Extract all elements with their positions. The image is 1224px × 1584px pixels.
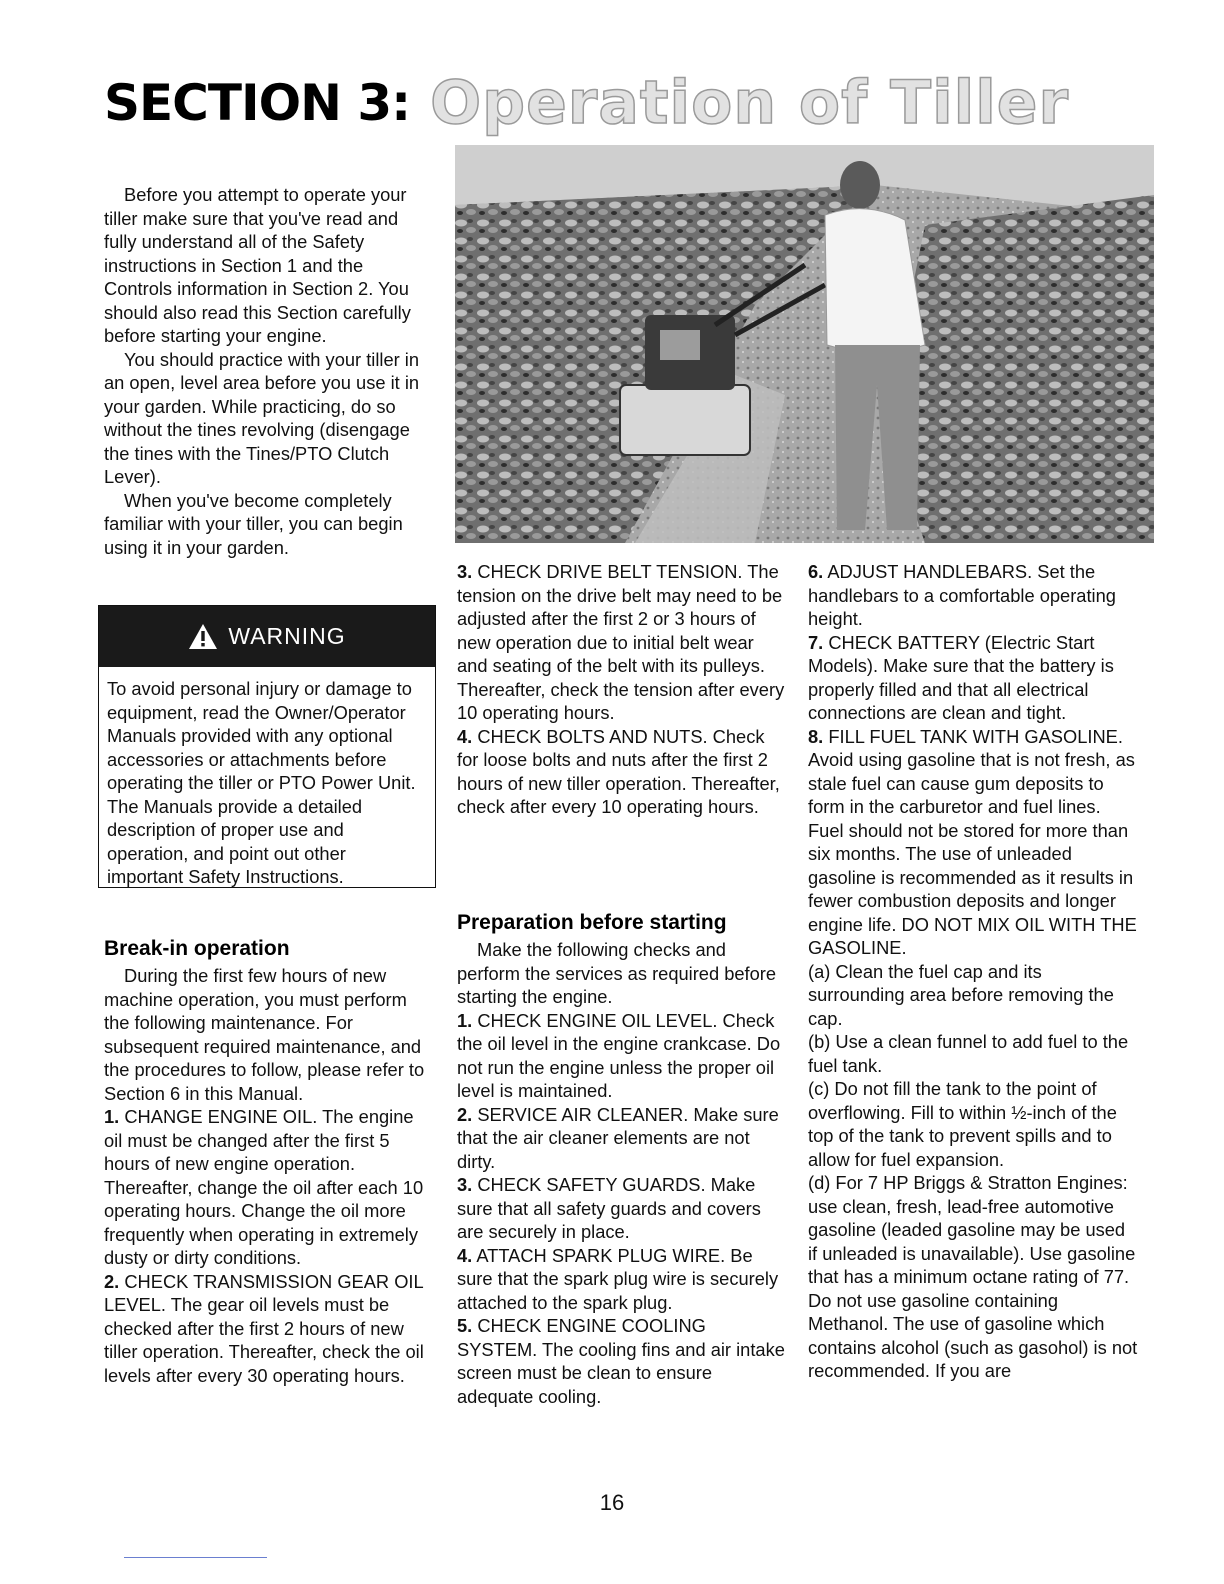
prep-item xyxy=(808,725,1138,960)
item-text: CHECK DRIVE BELT TENSION. The tension on the drive belt may need to be adjusted after the first 2 or 3 hours of new operation due to initial belt wear and seating of the belt with its pulleys. Thereafter, check the tension after every 10 operating hours. xyxy=(457,561,785,723)
footer-rule xyxy=(124,1557,267,1558)
item-number: 4. xyxy=(457,725,473,747)
break-in-item xyxy=(457,725,787,819)
item-number: 1. xyxy=(457,1009,473,1031)
warning-text: To avoid personal injury or damage to equipment, read the Owner/Operator Manuals provided with any optional accessories or attachments before operating the tiller or PTO Power Unit. The Manuals provide a detailed description of proper use and operation, and point out other important Safety Instructions. xyxy=(107,678,416,887)
column-two-items xyxy=(457,560,787,819)
fuel-subitem: (a) Clean the fuel cap and its surrounding area before removing the cap. xyxy=(808,960,1114,1029)
prep-item xyxy=(457,1173,787,1244)
item-number: 8. xyxy=(808,725,824,747)
fuel-subitem: (b) Use a clean funnel to add fuel to the fuel tank. xyxy=(808,1031,1129,1076)
page-number: 16 xyxy=(599,1490,625,1515)
intro-paragraph: You should practice with your tiller in an open, level area before you use it in your garden. While practicing, do so without the tines revolving (disengage the tines with the Tines/PTO Clutch Lever). xyxy=(104,348,420,487)
item-number: 3. xyxy=(457,1174,473,1195)
break-in-title: Break-in operation xyxy=(104,937,290,960)
break-in-item xyxy=(104,1105,434,1270)
item-number: 3. xyxy=(457,561,473,582)
section-title: Operation of Tiller xyxy=(430,68,1070,138)
warning-triangle-icon xyxy=(188,623,218,650)
item-text: CHECK BOLTS AND NUTS. Check for loose bolts and nuts after the first 2 hours of new tiller operation. Thereafter, check after every 10 operating hours. xyxy=(457,725,780,817)
item-text: CHECK SAFETY GUARDS. Make sure that all safety guards and covers are securely in place. xyxy=(457,1174,761,1242)
intro-paragraph: When you've become completely familiar with your tiller, you can begin using it in your garden. xyxy=(104,489,403,558)
item-number: 1. xyxy=(104,1106,120,1127)
item-text: CHECK BATTERY (Electric Start Models). Make sure that the battery is properly filled and that all electrical connections are clean and tight. xyxy=(808,631,1114,723)
fuel-subitem: (d) For 7 HP Briggs & Stratton Engines: use clean, fresh, lead-free automotive gasoline (leaded gasoline may be used if unleaded is unavailable). Use gasoline that has a minimum octane rating of 77. Do not use gasoline containing Methanol. The use of gasoline which contains alcohol (such as gasohol) is not recommended. If you are xyxy=(808,1172,1138,1381)
tiller-photo-image xyxy=(455,145,1154,543)
prep-item xyxy=(457,1244,787,1315)
break-in-item xyxy=(457,560,787,725)
item-text: CHECK ENGINE OIL LEVEL. Check the oil level in the engine crankcase. Do not run the engine unless the proper oil level is maintained. xyxy=(457,1009,781,1101)
warning-box xyxy=(98,605,436,888)
tiller-photo xyxy=(455,145,1154,543)
item-number: 2. xyxy=(457,1103,473,1125)
page-heading xyxy=(104,70,1069,136)
item-text: CHECK TRANSMISSION GEAR OIL LEVEL. The gear oil levels must be checked after the first 2 hours of new tiller operation. Thereafter, check the oil levels after every 30 operating hours. xyxy=(104,1270,424,1386)
break-in-intro: During the first few hours of new machine operation, you must perform the following maintenance. For subsequent required maintenance, and the procedures to follow, please refer to Section 6 in this Manual. xyxy=(104,965,425,1104)
prep-intro: Make the following checks and perform the services as required before starting the engine. xyxy=(457,939,777,1007)
prep-item xyxy=(808,560,1138,631)
prep-title: Preparation before starting xyxy=(457,911,727,934)
item-text: ATTACH SPARK PLUG WIRE. Be sure that the spark plug wire is securely attached to the spark plug. xyxy=(457,1244,779,1313)
item-number: 6. xyxy=(808,561,824,582)
prep-item xyxy=(808,631,1138,725)
item-text: CHANGE ENGINE OIL. The engine oil must be changed after the first 5 hours of new engine operation. Thereafter, change the oil after each 10 operating hours. Change the oil more frequently when operating in extremely dusty or dirty conditions. xyxy=(104,1106,424,1268)
column-three-items xyxy=(808,560,1138,1383)
break-in-section xyxy=(104,936,434,1387)
item-number: 4. xyxy=(457,1244,473,1266)
fuel-subitem: (c) Do not fill the tank to the point of overflowing. Fill to within ½-inch of the top of the tank to prevent spills and to allow for fuel expansion. xyxy=(808,1078,1117,1170)
warning-label: WARNING xyxy=(228,623,346,649)
section-label: SECTION 3: xyxy=(104,74,411,132)
item-text: CHECK ENGINE COOLING SYSTEM. The cooling fins and air intake screen must be clean to ensure adequate cooling. xyxy=(457,1315,785,1407)
prep-section xyxy=(457,910,787,1408)
item-text: SERVICE AIR CLEANER. Make sure that the air cleaner elements are not dirty. xyxy=(457,1103,779,1172)
prep-item xyxy=(457,1314,787,1408)
intro-text xyxy=(104,183,434,559)
break-in-item xyxy=(104,1270,434,1388)
item-number: 2. xyxy=(104,1270,120,1292)
prep-item xyxy=(457,1009,787,1103)
item-text: ADJUST HANDLEBARS. Set the handlebars to a comfortable operating height. xyxy=(808,561,1116,629)
item-number: 7. xyxy=(808,631,824,653)
warning-header xyxy=(99,606,435,667)
intro-paragraph: Before you attempt to operate your tiller make sure that you've read and fully understand all of the Safety instructions in Section 1 and the Controls information in Section 2. You should also read this Section carefully before starting your engine. xyxy=(104,184,411,346)
item-text: FILL FUEL TANK WITH GASOLINE. Avoid using gasoline that is not fresh, as stale fuel can cause gum deposits to form in the carburetor and fuel lines. Fuel should not be stored for more than six months. The use of unleaded gasoline is recommended as it results in fewer combustion deposits and longer engine life. DO NOT MIX OIL WITH THE GASOLINE. xyxy=(808,725,1137,958)
prep-item xyxy=(457,1103,787,1174)
item-number: 5. xyxy=(457,1315,473,1336)
